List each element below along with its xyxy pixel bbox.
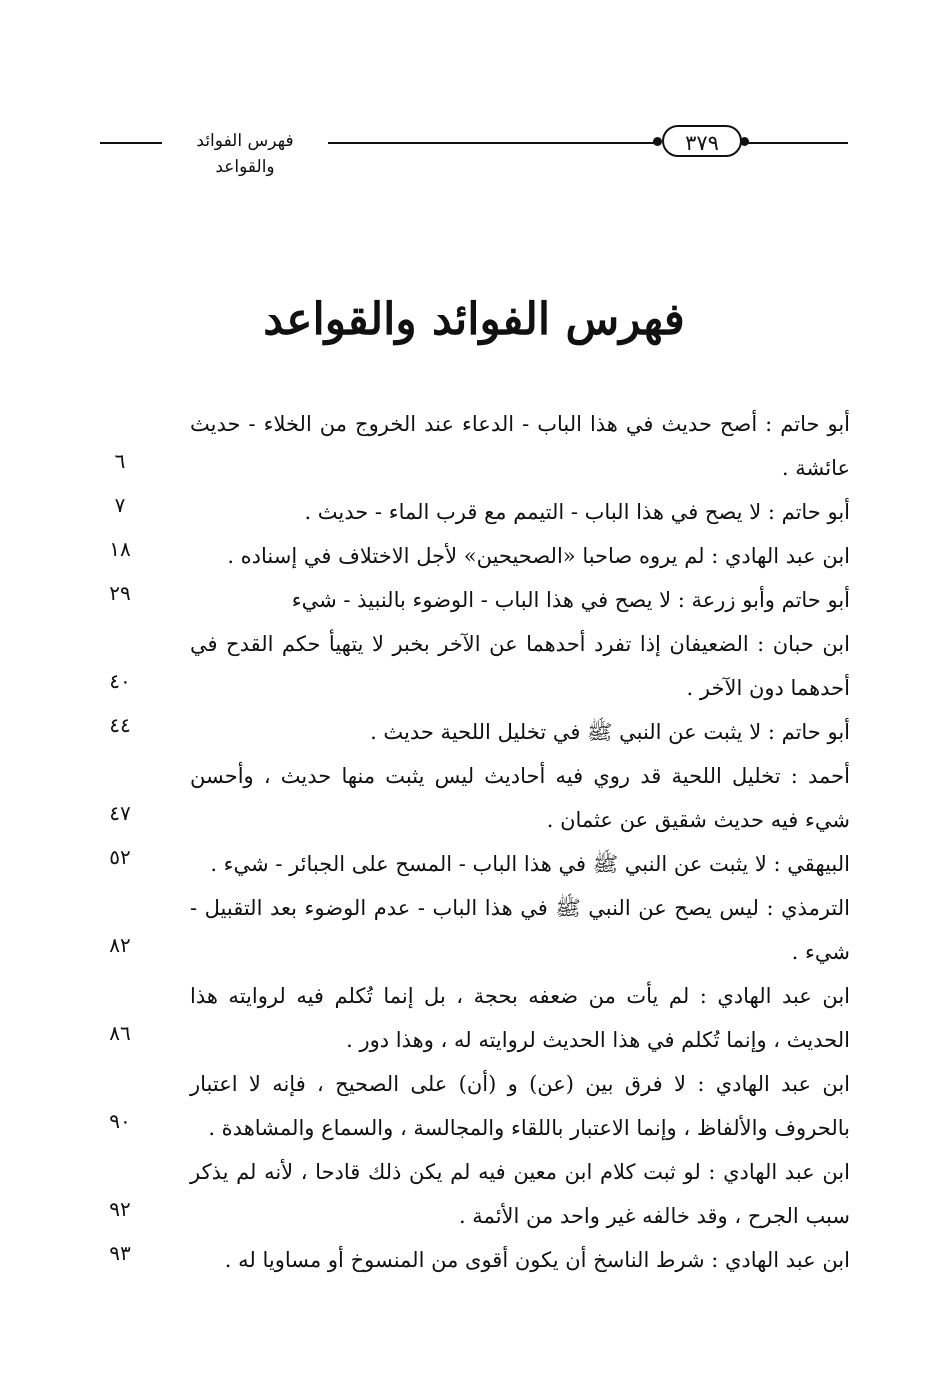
entry-page-number: ٩٠ [109, 1109, 131, 1133]
index-entry [95, 1062, 850, 1150]
running-head: فهرس الفوائد والقواعد [162, 128, 328, 180]
index-entries [95, 402, 850, 1282]
entry-page-number: ٢٩ [109, 581, 131, 605]
entry-page-number: ٦ [114, 449, 126, 473]
page-header [100, 125, 848, 177]
entry-page-number: ٨٦ [109, 1021, 131, 1045]
entry-page-number: ٩٣ [109, 1241, 131, 1265]
entry-text: أبو حاتم وأبو زرعة : لا يصح في هذا الباب - الوضوء بالنبيذ - شيء [291, 588, 850, 612]
entry-page-number: ٨٢ [109, 933, 131, 957]
ornament-dot-left [653, 137, 662, 146]
entry-page-number: ٩٢ [109, 1197, 131, 1221]
entry-page-number: ٧ [114, 493, 126, 517]
entry-text: ابن عبد الهادي : لا فرق بين (عن) و (أن) على الصحيح ، فإنه لا اعتبار بالحروف والألفاظ ، وإنما الاعتبار باللقاء والمجالسة ، والسماع والمشاهدة . [190, 1072, 850, 1140]
entry-text: ابن عبد الهادي : لم يروه صاحبا «الصحيحين» لأجل الاختلاف في إسناده . [227, 544, 850, 568]
index-entry [95, 842, 850, 886]
index-entry [95, 1150, 850, 1238]
index-entry [95, 402, 850, 490]
entry-text: ابن عبد الهادي : لو ثبت كلام ابن معين فيه لم يكن ذلك قادحا ، لأنه لم يذكر سبب الجرح ، وقد خالفه غير واحد من الأئمة . [190, 1160, 850, 1228]
entry-page-number: ٤٠ [109, 669, 131, 693]
entry-text: أحمد : تخليل اللحية قد روي فيه أحاديث ليس يثبت منها حديث ، وأحسن شيء فيه حديث شقيق عن عثمان . [190, 764, 850, 832]
index-entry [95, 622, 850, 710]
entry-text: أبو حاتم : لا يصح في هذا الباب - التيمم مع قرب الماء - حديث . [304, 500, 850, 524]
entry-text: الترمذي : ليس يصح عن النبي ﷺ في هذا الباب - عدم الوضوء بعد التقبيل - شيء . [190, 896, 850, 964]
entry-page-number: ٤٧ [109, 801, 131, 825]
page-number: ٣٧٩ [662, 125, 742, 157]
index-entry [95, 754, 850, 842]
index-entry [95, 490, 850, 534]
entry-page-number: ٥٢ [109, 845, 131, 869]
index-entry [95, 710, 850, 754]
entry-text: ابن عبد الهادي : لم يأت من ضعفه بحجة ، بل إنما تُكلم فيه لروايته هذا الحديث ، وإنما تُكلم في هذا الحديث لروايته له ، وهذا دور . [190, 984, 850, 1052]
entry-text: ابن عبد الهادي : شرط الناسخ أن يكون أقوى من المنسوخ أو مساويا له . [224, 1248, 850, 1272]
entry-text: أبو حاتم : أصح حديث في هذا الباب - الدعاء عند الخروج من الخلاء - حديث عائشة . [190, 412, 850, 480]
header-rule-right [748, 142, 848, 144]
entry-page-number: ١٨ [109, 537, 131, 561]
index-entry [95, 534, 850, 578]
index-entry [95, 578, 850, 622]
entry-text: أبو حاتم : لا يثبت عن النبي ﷺ في تخليل اللحية حديث . [370, 720, 850, 744]
entry-page-number: ٤٤ [109, 713, 131, 737]
index-entry [95, 974, 850, 1062]
index-entry [95, 886, 850, 974]
entry-text: ابن حبان : الضعيفان إذا تفرد أحدهما عن الآخر بخبر لا يتهيأ حكم القدح في أحدهما دون الآخر . [190, 632, 850, 700]
entry-text: البيهقي : لا يثبت عن النبي ﷺ في هذا الباب - المسح على الجبائر - شيء . [210, 852, 850, 876]
index-entry [95, 1238, 850, 1282]
page-title: فهرس الفوائد والقواعد [263, 294, 685, 345]
